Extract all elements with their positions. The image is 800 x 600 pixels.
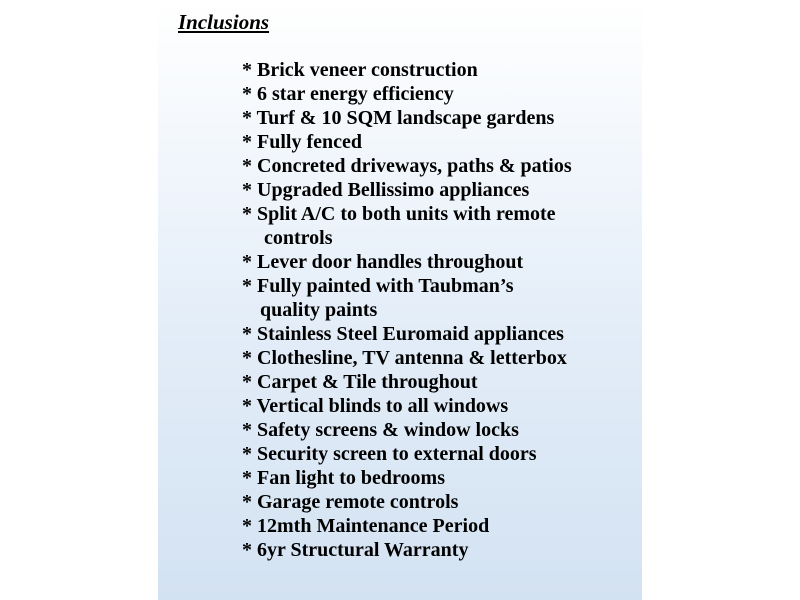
list-item: [242, 250, 638, 274]
slide-background: [158, 0, 642, 600]
list-item: [242, 514, 638, 538]
inclusions-heading: Inclusions: [178, 10, 270, 34]
list-item-text: * Garage remote controls: [242, 491, 459, 513]
list-item: [242, 274, 638, 322]
list-item-text: * Stainless Steel Euromaid appliances: [242, 323, 564, 345]
list-item-text: * Fully fenced: [242, 131, 362, 153]
list-item: [242, 202, 638, 250]
list-item-text: * Clothesline, TV antenna & letterbox: [242, 347, 567, 369]
list-item-text: * Upgraded Bellissimo appliances: [242, 179, 530, 201]
list-item: [242, 538, 638, 562]
list-item-text: * Fully painted with Taubman’s: [242, 275, 514, 297]
list-item-text: * Carpet & Tile throughout: [242, 371, 478, 393]
list-item-text: * Concreted driveways, paths & patios: [242, 155, 572, 177]
list-item-continuation: controls: [264, 227, 333, 249]
list-item-text: * Vertical blinds to all windows: [242, 395, 509, 417]
list-item-text: * 12mth Maintenance Period: [242, 515, 490, 537]
list-item-text: * 6yr Structural Warranty: [242, 539, 469, 561]
list-item: [242, 58, 638, 82]
list-item-text: * 6 star energy efficiency: [242, 83, 454, 105]
list-item-text: * Security screen to external doors: [242, 443, 537, 465]
list-item: [242, 322, 638, 346]
list-item: [242, 370, 638, 394]
list-item: [242, 490, 638, 514]
list-item: [242, 418, 638, 442]
list-item: [242, 466, 638, 490]
list-item-text: * Turf & 10 SQM landscape gardens: [242, 107, 555, 129]
list-item: [242, 346, 638, 370]
list-item: [242, 394, 638, 418]
list-item: [242, 130, 638, 154]
list-item-text: * Split A/C to both units with remote: [242, 203, 556, 225]
list-item-text: * Fan light to bedrooms: [242, 467, 445, 489]
list-item: [242, 106, 638, 130]
list-item: [242, 442, 638, 466]
list-item: [242, 178, 638, 202]
inclusions-list: [242, 58, 638, 562]
list-item-text: * Lever door handles throughout: [242, 251, 524, 273]
list-item: [242, 82, 638, 106]
list-item: [242, 154, 638, 178]
list-item-continuation: quality paints: [260, 299, 378, 321]
list-item-text: * Safety screens & window locks: [242, 419, 519, 441]
list-item-text: * Brick veneer construction: [242, 59, 478, 81]
